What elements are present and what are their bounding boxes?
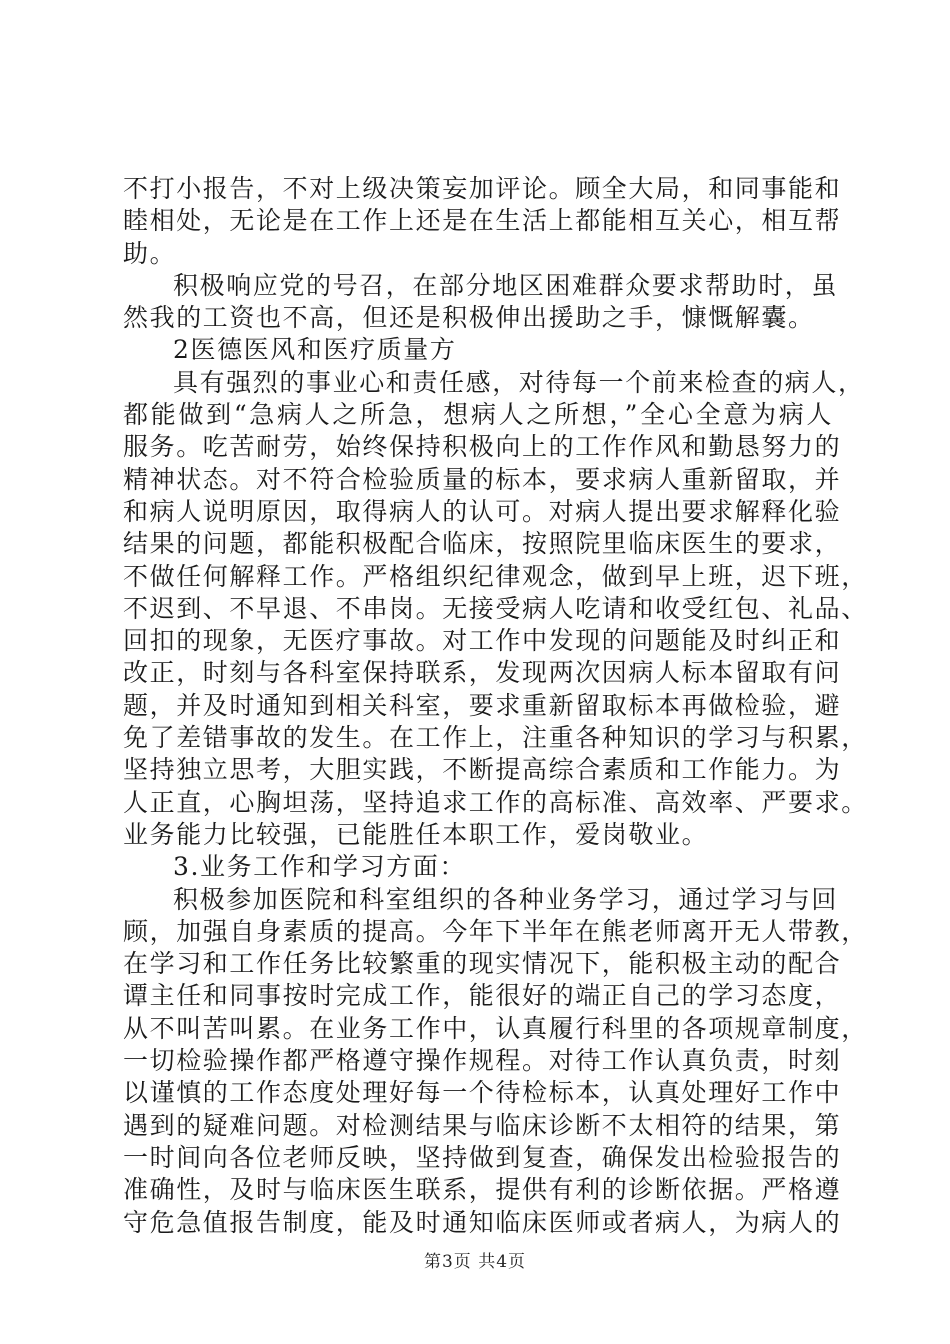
text-line: 一切检验操作都严格遵守操作规程。对待工作认真负责，时刻	[123, 1046, 842, 1076]
text-line: 以谨慎的工作态度处理好每一个待检标本，认真处理好工作中	[123, 1078, 842, 1108]
text-line: 然我的工资也不高，但还是积极伸出援助之手，慷慨解囊。	[123, 303, 815, 333]
section-heading: 3.业务工作和学习方面：	[173, 852, 467, 882]
text-line: 回扣的现象，无医疗事故。对工作中发现的问题能及时纠正和	[123, 626, 842, 656]
text-line: 和病人说明原因，取得病人的认可。对病人提出要求解释化验	[123, 496, 842, 526]
text-line: 都能做到“急病人之所急，想病人之所想，”全心全意为病人	[123, 400, 833, 430]
text-line: 遇到的疑难问题。对检测结果与临床诊断不太相符的结果，第	[123, 1110, 842, 1140]
text-line: 顾，加强自身素质的提高。今年下半年在熊老师离开无人带教，	[123, 916, 868, 946]
text-line: 业务能力比较强，已能胜任本职工作，爱岗敬业。	[123, 819, 709, 849]
text-line: 助。	[123, 238, 177, 268]
text-line: 准确性，及时与临床医生联系，提供有利的诊断依据。严格遵	[123, 1175, 842, 1205]
text-line: 不迟到、不早退、不串岗。无接受病人吃请和收受红包、礼品、	[123, 593, 868, 623]
text-line: 睦相处，无论是在工作上还是在生活上都能相互关心，相互帮	[123, 206, 842, 236]
section-heading: 2医德医风和医疗质量方	[173, 335, 457, 365]
paragraph-start-line: 具有强烈的事业心和责任感，对待每一个前来检查的病人，	[173, 367, 865, 397]
document-body	[123, 173, 868, 1239]
text-line: 改正，时刻与各科室保持联系，发现两次因病人标本留取有问	[123, 658, 842, 688]
text-line: 不打小报告，不对上级决策妄加评论。顾全大局，和同事能和	[123, 174, 842, 203]
text-line: 守危急值报告制度，能及时通知临床医师或者病人，为病人的	[123, 1207, 842, 1237]
text-line: 精神状态。对不符合检验质量的标本，要求病人重新留取，并	[123, 464, 842, 494]
text-line: 从不叫苦叫累。在业务工作中，认真履行科里的各项规章制度，	[123, 1013, 868, 1043]
text-line: 服务。吃苦耐劳，始终保持积极向上的工作作风和勤恳努力的	[123, 432, 842, 462]
text-line: 坚持独立思考，大胆实践，不断提高综合素质和工作能力。为	[123, 755, 842, 785]
text-line: 在学习和工作任务比较繁重的现实情况下，能积极主动的配合	[123, 949, 842, 979]
text-line: 一时间向各位老师反映，坚持做到复查，确保发出检验报告的	[123, 1142, 842, 1172]
paragraph-start-line: 积极响应党的号召，在部分地区困难群众要求帮助时，虽	[173, 270, 839, 300]
text-line: 题，并及时通知到相关科室，要求重新留取标本再做检验，避	[123, 690, 842, 720]
paragraph-start-line: 积极参加医院和科室组织的各种业务学习，通过学习与回	[173, 884, 839, 914]
text-line: 免了差错事故的发生。在工作上，注重各种知识的学习与积累，	[123, 723, 868, 753]
text-line: 结果的问题，都能积极配合临床，按照院里临床医生的要求，	[123, 529, 842, 559]
page-number-footer: 第3页 共4页	[423, 1252, 527, 1272]
text-line: 不做任何解释工作。严格组织纪律观念，做到早上班，迟下班，	[123, 561, 868, 591]
text-line: 人正直，心胸坦荡，坚持追求工作的高标准、高效率、严要求。	[123, 787, 868, 817]
text-line: 谭主任和同事按时完成工作，能很好的端正自己的学习态度，	[123, 981, 842, 1011]
